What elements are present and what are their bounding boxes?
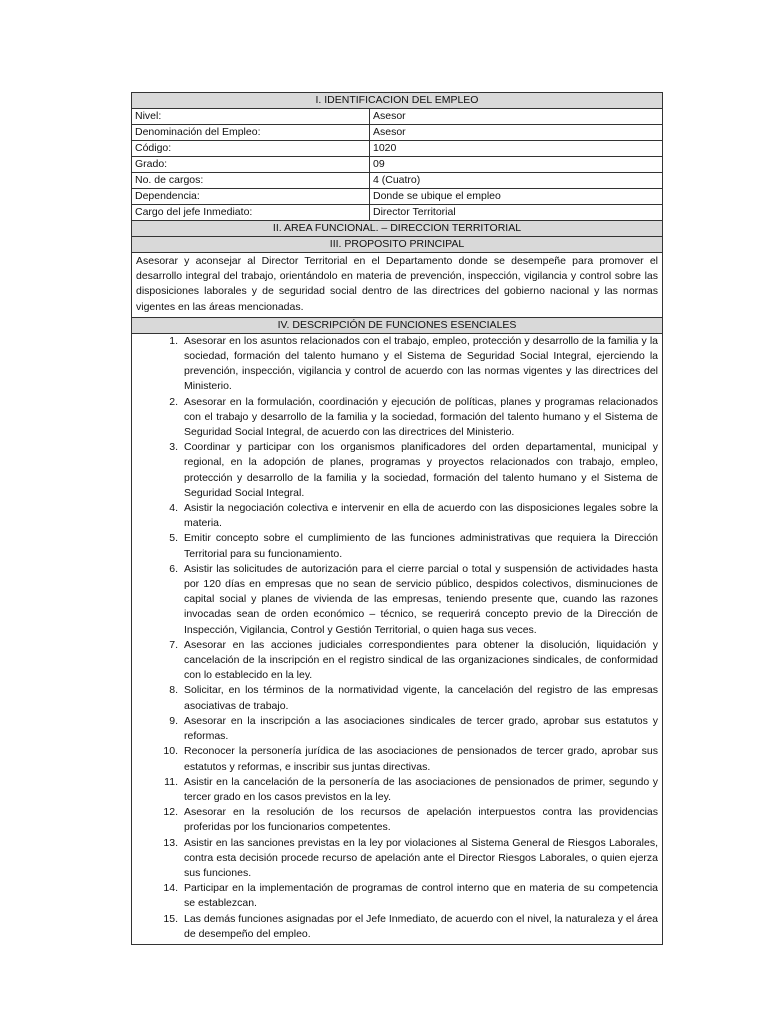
- item-number: 5.: [169, 532, 178, 545]
- list-item: [132, 440, 658, 501]
- row-codigo: [132, 141, 662, 157]
- row-value: 09: [373, 158, 385, 170]
- item-number: 4.: [169, 502, 178, 515]
- item-text: Solicitar, en los términos de la normatividad vigente, la cancelación del registro de las empresas asociativas de trabajo.: [184, 684, 658, 712]
- row-label: Nivel:: [132, 109, 370, 124]
- item-text: Asesorar en la resolución de los recursos de apelación interpuestos contra las providencias proferidas por los funcionarios competentes.: [184, 806, 658, 834]
- item-text: Asesorar en las acciones judiciales correspondientes para obtener la disolución, liquidación y cancelación de la inscripción en el registro sindical de las organizaciones sindicales, de conformidad con lo establecido en la ley.: [184, 638, 658, 682]
- job-description-table: [131, 92, 663, 945]
- list-item: [132, 531, 658, 561]
- section-1-header: I. IDENTIFICACION DEL EMPLEO: [132, 93, 662, 109]
- row-value: Director Territorial: [373, 206, 456, 218]
- section-4-header: IV. DESCRIPCIÓN DE FUNCIONES ESENCIALES: [132, 318, 662, 334]
- list-item: [132, 805, 658, 835]
- row-cargos: [132, 173, 662, 189]
- item-number: 10.: [163, 745, 178, 758]
- section-2-header: II. AREA FUNCIONAL. – DIRECCION TERRITORIAL: [132, 221, 662, 237]
- list-item: [132, 714, 658, 744]
- item-text: Coordinar y participar con los organismos planificadores del orden departamental, municipal y regional, en la adopción de planes, programas y proyectos relacionados con trabajo, empleo, protección y desarrollo de la familia y la sociedad, formación del talento humano y el Sistema de Seguridad Social Integral.: [184, 441, 658, 499]
- item-text: Asistir en las sanciones previstas en la ley por violaciones al Sistema General de Riesgos Laborales, contra esta decisión procede recurso de apelación ante el Director Riesgos Laborales, o quien ejerza sus funciones.: [184, 836, 658, 879]
- list-item: [132, 334, 658, 395]
- item-text: Asesorar en la formulación, coordinación y ejecución de políticas, planes y programas relacionados con el trabajo y desarrollo de la familia y la sociedad, formación del talento humano y el Sistema de Seguridad Social Integral, de acuerdo con las directrices del Ministerio.: [184, 395, 658, 439]
- purpose-paragraph: Asesorar y aconsejar al Director Territorial en el Departamento donde se desempeñe para promover el desarrollo integral del trabajo, orientándolo en materia de prevención, inspección, vigilancia y control sobre las disposiciones laborales y de seguridad social dentro de las directrices del gobierno nacional y las normas vigentes en las áreas mencionadas.: [132, 253, 662, 318]
- row-value: Asesor: [373, 110, 406, 122]
- list-item: [132, 562, 658, 638]
- item-text: Asistir en la cancelación de la personería de las asociaciones de pensionados de primer, segundo y tercer grado en los casos previstos en la ley.: [184, 775, 658, 803]
- list-item: [132, 881, 658, 911]
- row-jefe-inmediato: [132, 205, 662, 221]
- row-label: Dependencia:: [132, 189, 370, 204]
- item-number: 12.: [163, 806, 178, 819]
- list-item: [132, 501, 658, 531]
- row-denominacion: [132, 125, 662, 141]
- item-text: Emitir concepto sobre el cumplimiento de las funciones administrativas que requiera la Dirección Territorial para su funcionamiento.: [184, 532, 658, 560]
- item-number: 9.: [169, 714, 178, 727]
- item-number: 13.: [163, 836, 178, 849]
- section-3-header: III. PROPOSITO PRINCIPAL: [132, 237, 662, 253]
- item-text: Reconocer la personería jurídica de las asociaciones de pensionados de tercer grado, aprobar sus estatutos y reformas, e inscribir sus juntas directivas.: [184, 745, 658, 773]
- row-label: No. de cargos:: [132, 173, 370, 188]
- item-text: Participar en la implementación de programas de control interno que en materia de su competencia se establezcan.: [184, 882, 658, 910]
- row-label: Cargo del jefe Inmediato:: [132, 205, 370, 220]
- list-item: [132, 912, 658, 942]
- row-label: Código:: [132, 141, 370, 156]
- item-text: Asistir las solicitudes de autorización para el cierre parcial o total y suspensión de actividades hasta por 120 días en empresas que no sean de servicio público, despidos colectivos, disminuciones de capital social y planes de vivienda de las empresas, teniendo presente que, cuando las razones invocadas sean de orden económico – técnico, se requerirá concepto previo de la Dirección de Inspección, Vigilancia, Control y Gestión Territorial, o quien haga sus veces.: [184, 562, 658, 636]
- row-value: 4 (Cuatro): [373, 174, 421, 186]
- row-value: Donde se ubique el empleo: [373, 190, 501, 202]
- item-number: 11.: [164, 775, 178, 788]
- item-number: 6.: [169, 562, 178, 575]
- row-label: Grado:: [132, 157, 370, 172]
- item-number: 7.: [169, 638, 178, 651]
- list-item: [132, 638, 658, 684]
- row-label: Denominación del Empleo:: [132, 125, 370, 140]
- list-item: [132, 836, 658, 882]
- item-number: 2.: [169, 395, 178, 408]
- item-number: 14.: [163, 882, 178, 895]
- list-item: [132, 395, 658, 441]
- item-number: 8.: [169, 684, 178, 697]
- item-text: Asesorar en los asuntos relacionados con el trabajo, empleo, protección y desarrollo de la familia y la sociedad, formación del talento humano y el Sistema de Seguridad Social Integral, ejerciendo la prevención, inspección, vigilancia y control de acuerdo con las normas vigentes y las directrices del Ministerio.: [184, 334, 658, 393]
- list-item: [132, 775, 658, 805]
- row-nivel: [132, 109, 662, 125]
- row-value: Asesor: [373, 126, 406, 138]
- item-number: 3.: [169, 441, 178, 454]
- functions-list: [132, 334, 662, 944]
- row-grado: [132, 157, 662, 173]
- item-text: Asesorar en la inscripción a las asociaciones sindicales de tercer grado, aprobar sus estatutos y reformas.: [184, 714, 658, 743]
- item-number: 15.: [163, 912, 178, 925]
- item-text: Asistir la negociación colectiva e intervenir en ella de acuerdo con las disposiciones legales sobre la materia.: [184, 502, 658, 530]
- item-text: Las demás funciones asignadas por el Jefe Inmediato, de acuerdo con el nivel, la naturaleza y el área de desempeño del empleo.: [184, 912, 658, 940]
- item-number: 1.: [169, 334, 178, 347]
- row-value: 1020: [373, 142, 397, 154]
- list-item: [132, 744, 658, 774]
- row-dependencia: [132, 189, 662, 205]
- list-item: [132, 683, 658, 713]
